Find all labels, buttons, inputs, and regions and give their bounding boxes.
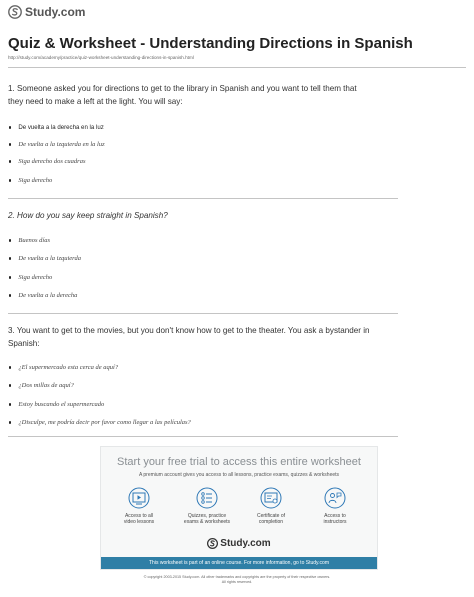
answer-option[interactable]: [9, 401, 104, 408]
bullet-icon: [9, 294, 11, 296]
checklist-icon: [196, 487, 218, 509]
feature-label-line: Access to: [324, 513, 346, 519]
answer-text: Estoy buscando el supermercado: [18, 401, 105, 408]
header-divider: [8, 67, 466, 68]
question-divider: [8, 313, 398, 314]
answer-text: Siga derecho: [18, 177, 53, 184]
answer-text: De vuelta a la derecha en la luz: [18, 124, 104, 131]
question-text-line: 2. How do you say keep straight in Spanish?: [8, 211, 168, 220]
question-text-line: Spanish:: [8, 339, 40, 348]
answer-text: Siga derecho dos cuadras: [18, 158, 86, 165]
question-text-line: 1. Someone asked you for directions to get to the library in Spanish and you want to tell them that: [8, 84, 357, 93]
cta-logo-text: Study.com: [220, 538, 271, 549]
certificate-icon: [260, 487, 282, 509]
answer-option[interactable]: [9, 364, 118, 371]
feature-certificate: [241, 487, 301, 525]
bullet-icon: [9, 276, 11, 278]
feature-label-line: completion: [258, 519, 284, 525]
question-divider: [8, 436, 398, 437]
bullet-icon: [9, 179, 11, 181]
question-divider: [8, 198, 398, 199]
bullet-icon: [9, 160, 11, 162]
video-icon: [128, 487, 150, 509]
bullet-icon: [9, 257, 11, 259]
bullet-icon: [9, 421, 11, 423]
free-trial-heading: Start your free trial to access this entire worksheet: [117, 456, 361, 468]
study-logo: [8, 5, 85, 19]
feature-label: [305, 513, 365, 525]
question-text-line: 3. You want to get to the movies, but you don't know how to get to the theater. You ask a bystander in: [8, 326, 370, 335]
instructor-icon: [324, 487, 346, 509]
answer-option[interactable]: [9, 177, 52, 184]
answer-text: Siga derecho: [18, 274, 53, 281]
answer-text: ¿Dos millas de aquí?: [18, 382, 74, 389]
feature-video-lessons: [109, 487, 169, 525]
question-1: [8, 82, 357, 108]
answer-text: ¿El supermercado esta cerca de aquí?: [18, 364, 119, 371]
bullet-icon: [9, 126, 11, 128]
feature-label-line: video lessons: [123, 519, 155, 525]
feature-label: [109, 513, 169, 525]
feature-label: [241, 513, 301, 525]
answer-text: De vuelta a la derecha: [18, 292, 78, 299]
course-info-bar[interactable]: This worksheet is part of an online course. For more information, go to Study.com: [101, 557, 377, 569]
cta-study-logo: [101, 538, 377, 549]
logo-text: Study.com: [25, 5, 86, 19]
feature-label-line: Quizzes, practice: [187, 513, 227, 519]
free-trial-panel[interactable]: [100, 446, 378, 570]
feature-quizzes: [177, 487, 237, 525]
feature-label-line: exams & worksheets: [183, 519, 231, 525]
question-text-line: they need to make a left at the light. You will say:: [8, 97, 183, 106]
answer-option[interactable]: [9, 382, 74, 389]
study-logo-icon: [207, 538, 218, 549]
feature-label-line: Certificate of: [256, 513, 286, 519]
answer-text: De vuelta a la izquierda: [18, 255, 81, 262]
copyright-line: All rights reserved.: [221, 580, 253, 584]
bullet-icon: [9, 403, 11, 405]
answer-option[interactable]: [9, 255, 81, 262]
question-3: [8, 324, 370, 350]
answer-text: ¿Disculpe, me podría decir por favor como llegar a las películas?: [18, 419, 191, 426]
answer-text: De vuelta a la izquierda en la luz: [18, 141, 105, 148]
page-url: http://study.com/academy/practice/quiz-worksheet-understanding-directions-in-spanish.html: [8, 55, 194, 60]
page-title: Quiz & Worksheet - Understanding Directions in Spanish: [8, 35, 413, 52]
feature-label: [177, 513, 237, 525]
answer-text: Buenos días: [18, 237, 50, 244]
free-trial-subtext: A premium account gives you access to all lessons, practice exams, quizzes & worksheets: [138, 472, 340, 478]
answer-option[interactable]: [9, 141, 105, 148]
answer-option[interactable]: [9, 158, 86, 165]
feature-instructors: [305, 487, 365, 525]
bullet-icon: [9, 384, 11, 386]
answer-option[interactable]: [9, 237, 50, 244]
answer-option[interactable]: [9, 274, 52, 281]
answer-option[interactable]: [9, 419, 191, 426]
bullet-icon: [9, 143, 11, 145]
bullet-icon: [9, 366, 11, 368]
bullet-icon: [9, 239, 11, 241]
answer-option[interactable]: [9, 124, 104, 131]
feature-label-line: instructors: [323, 519, 347, 525]
question-2: [8, 209, 168, 222]
answer-option[interactable]: [9, 292, 77, 299]
feature-label-line: Access to all: [124, 513, 154, 519]
copyright-line: © copyright 2003-2015 Study.com. All other trademarks and copyrights are the property of their respective owners.: [143, 575, 331, 579]
study-logo-icon: [8, 5, 22, 19]
